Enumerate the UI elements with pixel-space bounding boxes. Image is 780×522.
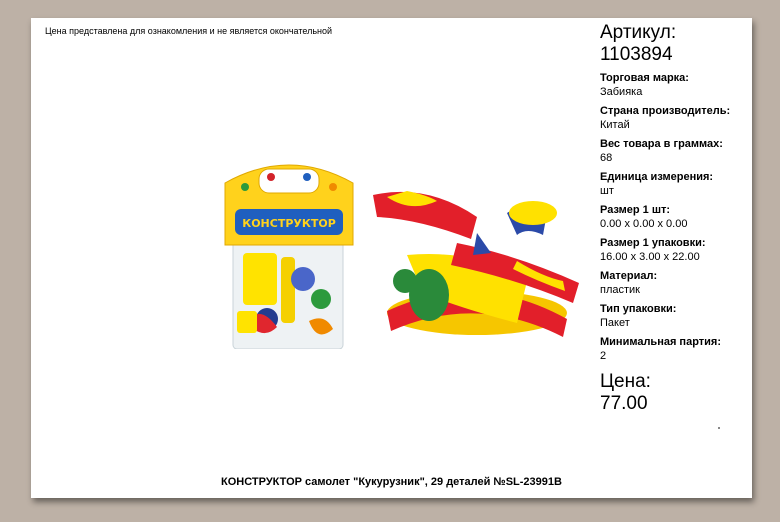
spec-value: 68 [600,152,613,164]
spec-value: Китай [600,119,630,131]
product-sheet [31,18,752,498]
spec-package-type [600,303,750,330]
spec-value: шт [600,185,614,197]
spec-value: Пакет [600,317,630,329]
product-title: КОНСТРУКТОР самолет "Кукурузник", 29 деталей №SL-23991B [221,476,562,488]
spec-package-size [600,237,750,264]
spec-value: 2 [600,350,607,362]
spec-value: пластик [600,284,640,296]
spec-value: Забияка [600,86,643,98]
spec-label: Страна производитель: [600,105,731,117]
spec-label: Тип упаковки: [600,303,677,315]
spec-panel [600,22,750,415]
spec-brand [600,72,750,99]
product-images [221,153,591,383]
spec-label: Вес товара в граммах: [600,138,723,150]
price-label: Цена: [600,371,651,392]
spec-weight [600,138,750,165]
spec-label: Минимальная партия: [600,336,721,348]
spec-country [600,105,750,132]
spec-value: 16.00 x 3.00 x 22.00 [600,251,700,263]
spec-item-size [600,204,750,231]
plane-toy-image [367,173,587,353]
spec-value: 0.00 x 0.00 x 0.00 [600,218,688,230]
spec-label: Единица измерения: [600,171,714,183]
spec-label: Размер 1 упаковки: [600,237,706,249]
spec-unit [600,171,750,198]
price-block [600,371,750,415]
spec-min-batch [600,336,750,363]
decorative-dot [718,427,720,429]
spec-material [600,270,750,297]
article-number: 1103894 [600,44,673,65]
spec-label: Размер 1 шт: [600,204,671,216]
price-value: 77.00 [600,393,648,414]
spec-label: Торговая марка: [600,72,689,84]
price-disclaimer: Цена представлена для ознакомления и не является окончательной [45,26,333,36]
spec-label: Материал: [600,270,658,282]
package-logo-text: КОНСТРУКТОР [242,217,336,230]
article-label: Артикул: [600,22,677,43]
package-image [221,153,357,349]
